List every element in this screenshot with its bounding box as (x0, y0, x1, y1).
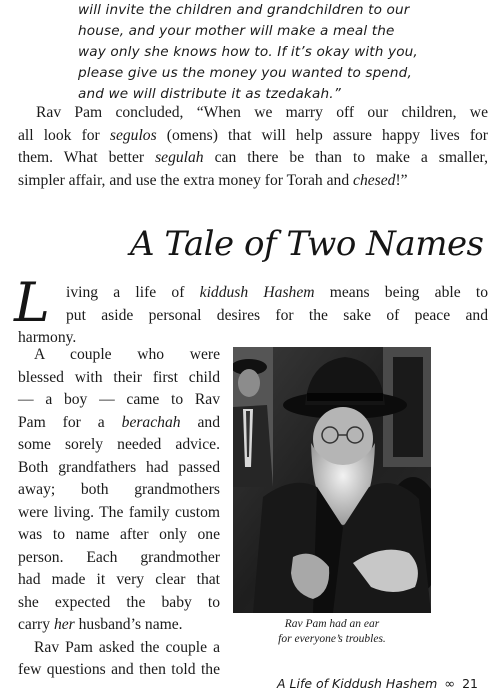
paragraph-line: some sorely needed advice. (18, 436, 220, 453)
paragraph-line: put aside personal desires for the sake of peace and (66, 306, 488, 324)
paragraph-line: harmony. (18, 329, 77, 346)
paragraph-line: — a boy — came to Rav (18, 391, 220, 408)
quote-line: house, and your mother will make a meal the (78, 23, 395, 39)
quote-line: will invite the children and grandchildren to our (78, 2, 410, 18)
section-title: A Tale of Two Names (130, 224, 484, 264)
photo-illustration (233, 347, 431, 613)
ornament-icon: ∞ (444, 677, 456, 692)
drop-cap: L (14, 271, 50, 334)
paragraph-line: was to name after only one (18, 526, 220, 543)
paragraph-line: person. Each grandmother (18, 548, 220, 566)
story-column (18, 344, 220, 682)
quote-line: way only she knows how to. If it’s okay with you, (78, 44, 418, 60)
paragraph-line: iving a life of kiddush Hashem means being able to (66, 284, 488, 301)
page-number: 21 (462, 676, 478, 691)
paragraph-line: Rav Pam concluded, “When we marry off our children, we (36, 104, 488, 121)
paragraph-line: carry her husband’s name. (18, 616, 183, 633)
page-footer (277, 676, 478, 692)
paragraph-line: were living. The family custom (18, 503, 220, 521)
paragraph-line: few questions and then told the (18, 661, 220, 678)
paragraph-line: A couple who were (34, 346, 220, 363)
paragraph-line: away; both grandmothers (18, 481, 220, 498)
paragraph-line: she expected the baby to (18, 593, 220, 611)
intro-paragraph (18, 282, 488, 350)
caption-line: for everyone’s troubles. (278, 633, 386, 645)
quote-line: and we will distribute it as tzedakah.” (78, 86, 341, 102)
paragraph-line: them. What better segulah can there be than to make a smaller, (18, 149, 488, 166)
quote-line: please give us the money you wanted to spend, (78, 65, 412, 81)
concluding-paragraph (18, 102, 488, 192)
caption-line: Rav Pam had an ear (284, 618, 380, 630)
quote-block (78, 0, 458, 105)
paragraph-line: all look for segulos (omens) that will help assure happy lives for (18, 126, 488, 144)
paragraph-line: Both grandfathers had passed (18, 458, 220, 476)
paragraph-line: had made it very clear that (18, 571, 220, 588)
paragraph-line: Rav Pam asked the couple a (34, 638, 220, 656)
rav-pam-photo (233, 347, 431, 613)
photo-caption (233, 617, 431, 647)
running-title: A Life of Kiddush Hashem (277, 676, 438, 691)
paragraph-line: blessed with their first child (18, 368, 220, 386)
paragraph-line: Pam for a berachah and (18, 413, 220, 431)
paragraph-line: simpler affair, and use the extra money for Torah and chesed!” (18, 171, 408, 189)
